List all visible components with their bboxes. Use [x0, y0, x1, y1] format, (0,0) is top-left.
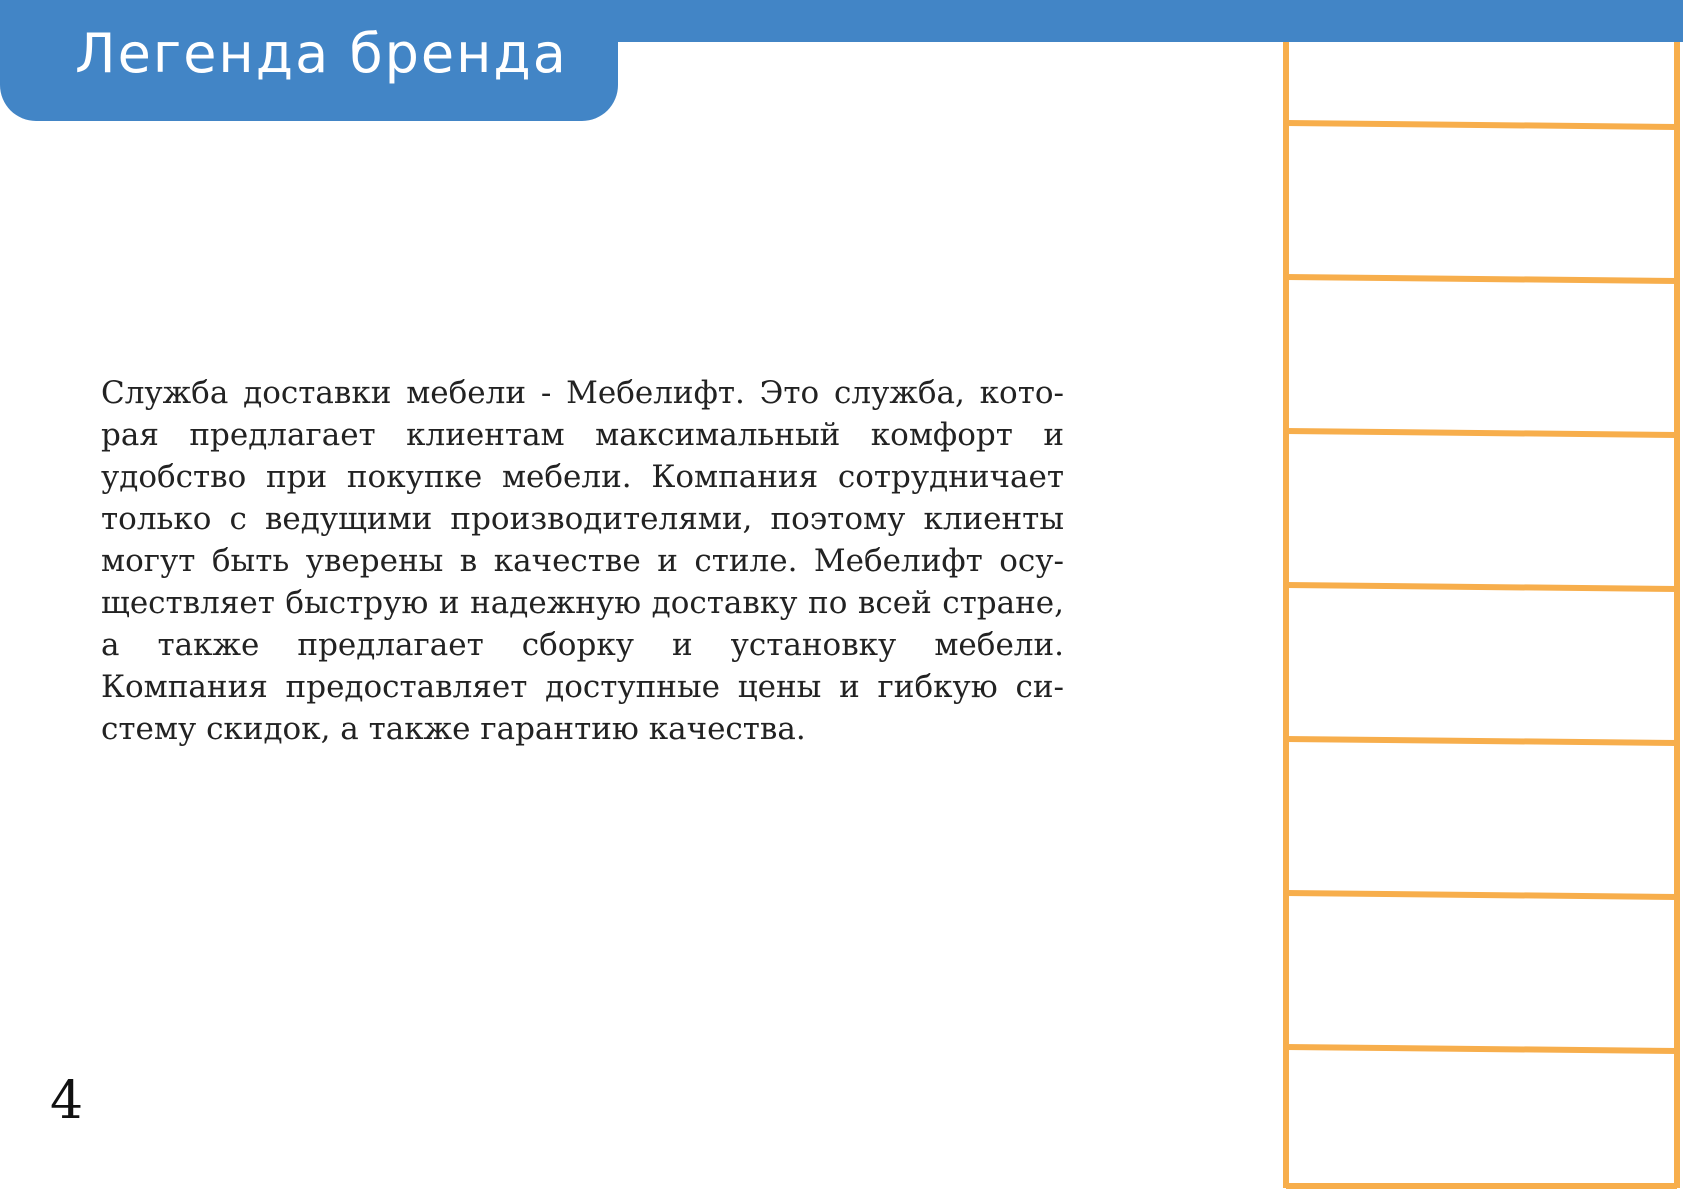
- ladder-rung: [1286, 893, 1677, 897]
- ladder-rung: [1286, 277, 1677, 281]
- page-title: Легенда бренда: [75, 22, 568, 85]
- title-tab: [0, 0, 618, 121]
- ladder-rung: [1286, 431, 1677, 435]
- ladder-rung: [1286, 585, 1677, 589]
- ladder-rung: [1286, 739, 1677, 743]
- page-number: 4: [50, 1071, 84, 1131]
- ladder-rung: [1286, 1047, 1677, 1051]
- brand-legend-text: Служба доставки мебели - Мебелифт. Это служба, которая предлагает клиентам максимальный комфорт и удобство при покупке мебели. Компания сотрудничает только с ведущими производителями, поэтому клиенты могут быть уверены в качестве и стиле. Мебелифт осуществляет быструю и надежную доставку по всей стране, а также предлагает сборку и установку мебели. Компания предоставляет доступные цены и гибкую систему скидок, а также гарантию качества.: [101, 375, 1064, 747]
- ladder-decoration: [1280, 42, 1683, 1190]
- ladder-rung: [1286, 123, 1677, 127]
